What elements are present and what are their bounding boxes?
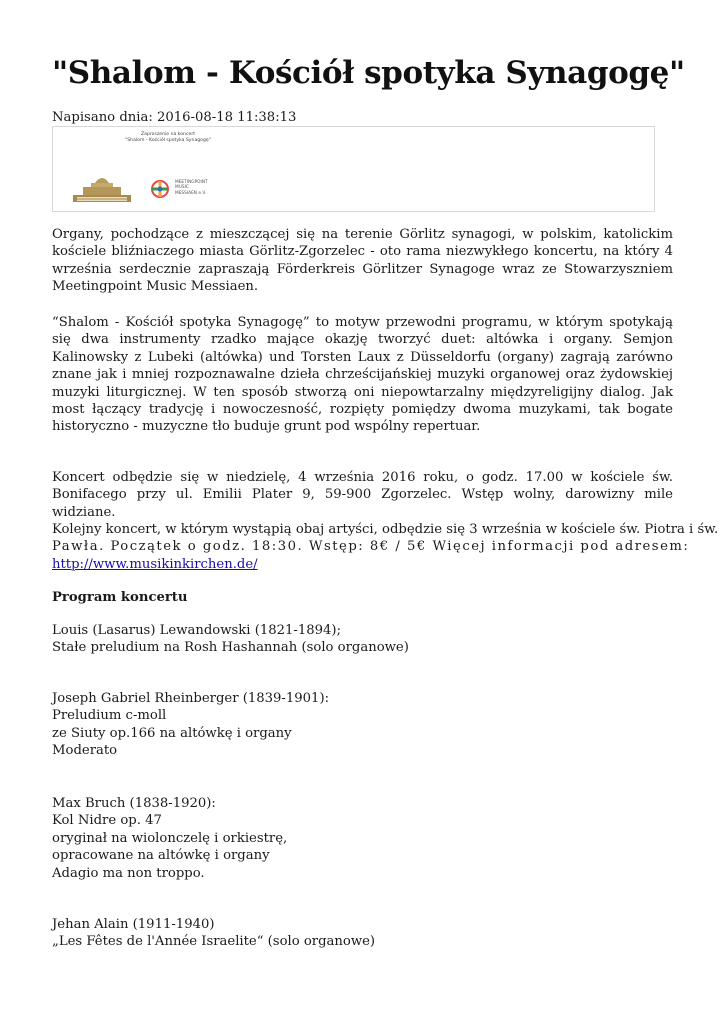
program-item-line: Preludium c-moll bbox=[52, 708, 167, 724]
banner-line-1: Zaproszenie na koncert bbox=[140, 132, 196, 137]
musikinkirchen-link[interactable]: http://www.musikinkirchen.de/ bbox=[52, 556, 258, 572]
banner-line-2: "Shalom - Kościół spotyka Synagogę" bbox=[125, 138, 211, 143]
program-item-4 bbox=[52, 916, 375, 951]
program-item-line: Adagio ma non troppo. bbox=[52, 865, 205, 881]
program-heading-text: Program koncertu bbox=[52, 590, 188, 605]
paragraph-1: Organy, pochodzące z mieszczącej się na terenie Görlitz synagogi, w polskim, katolickim kościele bliźniaczego miasta Görlitz-Zgorzelec - oto rama niezwykłego koncertu, na który 4 września serdecznie zapraszają Förderkreis Görlitzer Synagoge wraz ze Stowarzyszniem Meetingpoint Music Messiaen. bbox=[52, 227, 673, 295]
paragraph-4-line-2: Pawła. Początek o godz. 18:30. Wstęp: 8€ / 5€ Więcej informacji pod adresem: bbox=[52, 539, 690, 555]
logo2-line-3: MESSIAEN e.V. bbox=[175, 190, 207, 196]
paragraph-3: Koncert odbędzie się w niedzielę, 4 września 2016 roku, o godz. 17.00 w kościele św. Bonifacego przy ul. Emilii Plater 9, 59-900 Zgorzelec. Wstęp wolny, darowizny mile widziane. bbox=[52, 470, 673, 520]
paragraph-2: “Shalom - Kościół spotyka Synagogę” to motyw przewodni programu, w którym spotykają się dwa instrumenty rzadko mające okazję tworzyć duet: altówka i organy. Semjon Kalinowsky z Lubeki (altówka) und Torsten Laux z Düsseldorfu (organy) zagrają zarówno znane jak i mniej rozpoznawalne dzieła chrześcijańskiej muzyki organowej oraz żydowskiej muzyki liturgicznej. W ten sposób stworzą oni niepowtarzalny międzyreligijny dialog. Jak most łączący tradycję i nowoczesność, rozpięty pomiędzy dwoma muzykami, tak bogate historyczno - muzyczne tło buduje grunt pod wspólny repertuar. bbox=[52, 315, 673, 435]
program-item-line: Moderato bbox=[52, 743, 118, 759]
program-item-line: Stałe preludium na Rosh Hashannah (solo organowe) bbox=[52, 640, 409, 656]
program-item-2 bbox=[52, 690, 329, 760]
program-item-line: ze Siuty op.166 na altówkę i organy bbox=[52, 725, 292, 741]
meetingpoint-logo-icon bbox=[150, 179, 170, 199]
program-item-line: „Les Fêtes de l'Année Israelite“ (solo organowe) bbox=[52, 934, 376, 950]
logo2-line-1: MEETINGPOINT bbox=[175, 180, 208, 185]
program-item-line: oryginał na wiolonczelę i orkiestrę, bbox=[52, 830, 288, 846]
program-heading bbox=[52, 589, 188, 606]
meetingpoint-logo-text bbox=[175, 180, 208, 196]
paragraph-4 bbox=[52, 521, 718, 573]
program-item-line: Kol Nidre op. 47 bbox=[52, 813, 162, 829]
logo2-line-2: MUSIC bbox=[175, 185, 189, 191]
page-title: "Shalom - Kościół spotyka Synagogę" bbox=[52, 55, 685, 91]
program-item-1 bbox=[52, 622, 409, 657]
banner-invitation-text bbox=[113, 132, 223, 144]
paragraph-4-line-1: Kolejny koncert, w którym wystąpią obaj artyści, odbędzie się 3 września w kościele św. Piotra i św. bbox=[52, 522, 719, 537]
program-item-line: Louis (Lasarus) Lewandowski (1821-1894); bbox=[52, 623, 342, 638]
program-item-3 bbox=[52, 795, 287, 882]
program-item-line: Jehan Alain (1911-1940) bbox=[52, 917, 215, 932]
date-line: Napisano dnia: 2016-08-18 11:38:13 bbox=[52, 110, 297, 125]
program-item-line: Max Bruch (1838-1920): bbox=[52, 796, 216, 811]
invitation-banner-image bbox=[52, 126, 655, 212]
synagogue-logo-icon bbox=[71, 173, 133, 203]
program-item-line: opracowane na altówkę i organy bbox=[52, 848, 270, 864]
program-item-line: Joseph Gabriel Rheinberger (1839-1901): bbox=[52, 691, 330, 706]
